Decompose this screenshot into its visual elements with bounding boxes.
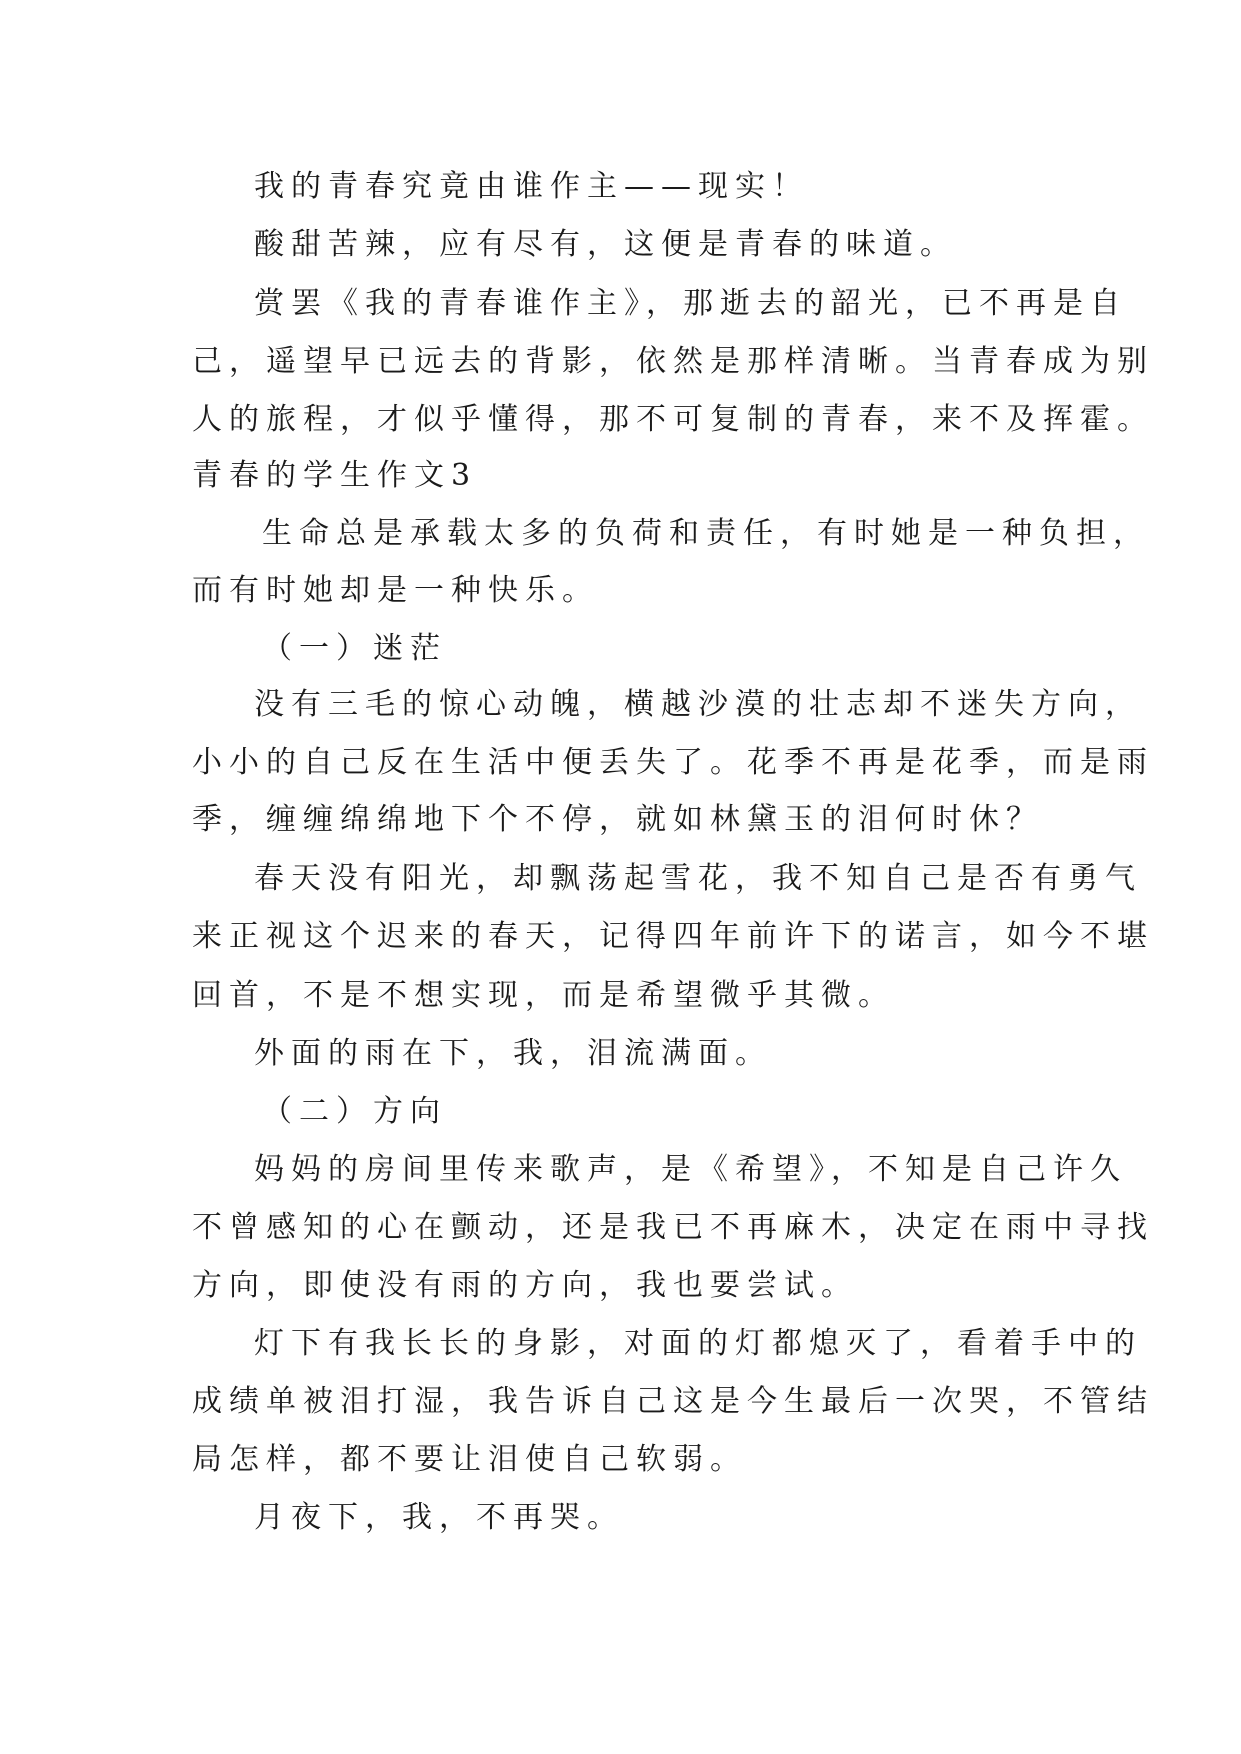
paragraph-line: 酸甜苦辣，应有尽有，这便是青春的味道。 [254, 227, 957, 262]
paragraph-line: 妈妈的房间里传来歌声，是《希望》，不知是自己许久 [254, 1152, 1127, 1187]
paragraph-line: 方向，即使没有雨的方向，我也要尝试。 [192, 1268, 858, 1303]
paragraph-line: 我的青春究竟由谁作主——现实！ [254, 169, 809, 204]
subsection-heading: （二）方向 [262, 1094, 447, 1129]
paragraph-line: 没有三毛的惊心动魄，横越沙漠的壮志却不迷失方向， [254, 687, 1142, 722]
paragraph-line: 春天没有阳光，却飘荡起雪花，我不知自己是否有勇气 [254, 861, 1142, 896]
paragraph-line: 灯下有我长长的身影，对面的灯都熄灭了，看着手中的 [254, 1326, 1142, 1361]
paragraph-line: 月夜下，我，不再哭。 [254, 1500, 624, 1535]
paragraph-line: 外面的雨在下，我，泪流满面。 [254, 1036, 772, 1071]
paragraph-line: 赏罢《我的青春谁作主》，那逝去的韶光，已不再是自 [254, 286, 1127, 321]
paragraph-line: 不曾感知的心在颤动，还是我已不再麻木，决定在雨中寻找 [192, 1210, 1154, 1245]
paragraph-line: 局怎样，都不要让泪使自己软弱。 [192, 1442, 747, 1477]
paragraph-line: 而有时她却是一种快乐。 [192, 573, 599, 608]
paragraph-line: 来正视这个迟来的春天，记得四年前许下的诺言，如今不堪 [192, 919, 1154, 954]
paragraph-line: 小小的自己反在生活中便丢失了。花季不再是花季，而是雨 [192, 745, 1154, 780]
subsection-heading: （一）迷茫 [262, 631, 447, 666]
paragraph-line: 成绩单被泪打湿，我告诉自己这是今生最后一次哭，不管结 [192, 1384, 1154, 1419]
paragraph-line: 生命总是承载太多的负荷和责任，有时她是一种负担， [262, 516, 1150, 551]
paragraph-line: 人的旅程，才似乎懂得，那不可复制的青春，来不及挥霍。 [192, 402, 1154, 437]
paragraph-line: 季，缠缠绵绵地下个不停，就如林黛玉的泪何时休？ [192, 802, 1043, 837]
section-heading: 青春的学生作文3 [192, 458, 478, 493]
paragraph-line: 己，遥望早已远去的背影，依然是那样清晰。当青春成为别 [192, 344, 1154, 379]
paragraph-line: 回首，不是不想实现，而是希望微乎其微。 [192, 978, 895, 1013]
